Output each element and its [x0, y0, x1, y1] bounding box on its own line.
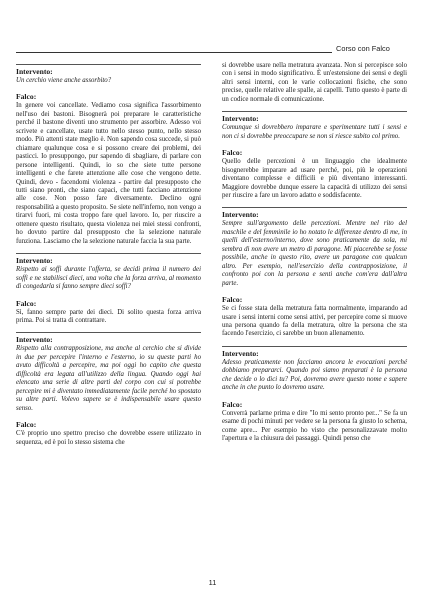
- speaker-label: Falco:: [16, 92, 37, 102]
- section-answer: [16, 92, 201, 246]
- section-answer: [222, 295, 407, 339]
- section-question: [16, 332, 201, 413]
- paragraph: si dovrebbe usare nella metratura avanzata. Non si percepisce solo con i sensi in modo significativo. È un'estensione dei sensi e degli altri sensi interni, con le varie collocazioni fisiche, che sono precise, quelle relative alle spalle, ai capelli. Tutto questo è parte di un codice normale di comunicazione.: [222, 62, 407, 103]
- speaker-label: Falco:: [222, 399, 243, 409]
- paragraph: Sì, fanno sempre parte dei dieci. Di solito questa forza arriva prima. Poi si tratta di contrattare.: [16, 308, 201, 324]
- speaker-label: Falco:: [222, 148, 243, 158]
- section-rule: [16, 253, 201, 254]
- section-question: [222, 346, 407, 393]
- section-rule: [16, 332, 201, 333]
- paragraph: Quello delle percezioni è un linguaggio che idealmente bisognerebbe imparare ad usare perché, poi, più le operazioni diventano complesse e difficili e più diventano interessanti. Maggiore dovrebbe dunque essere la capacità di utilizzo dei sensi per riuscire a fare un lavoro adatto e soddisfacente.: [222, 158, 407, 199]
- speaker-label: Intervento:: [222, 114, 259, 124]
- paragraph: Comunque si dovrebbero imparare e sperimentare tutti i sensi e non ci si dovrebbe preoccupare se non si riesce subito col primo.: [222, 124, 407, 140]
- section-question: [222, 111, 407, 141]
- paragraph: In genere voi cancellate. Vediamo cosa significa l'assorbimento nell'uso dei bastoni. Bisognerà poi preparare le caratteristiche perché il bastone diventi uno strumento per assorbire. Adesso voi scrivete e cancellate, usate tutto nello stesso punto, nello stesso modo. Più attenti state meglio è. Non sapendo cosa succede, si può chiamare qualunque cosa e si possono creare dei problemi, dei pasticci. Io presuppongo, pur sapendo di sbagliare, di parlare con persone intelligenti. Quindi, io so che siete tutte persone intelligenti e che farete attenzione alle cose che vengono dette. Quindi, devo - facendomi violenza - partire dal presupposto che tutti siano pronti, che siano capaci, che tutti facciano attenzione alle cose. Non posso fare diversamente. Declino ogni responsabilità a questo proposito. Se siete nell'inferno, non vengo a tirarvi fuori, mi costa troppo fare quel lavoro. Io, per riuscire a ottenere questo risultato, questa violenza nei miei stessi confronti, ho dovuto partire dal presupposto che la selezione naturale funziona. Lasciamo che la selezione naturale faccia la sua parte.: [16, 102, 201, 245]
- paragraph: Rispetto alla contrapposizione, ma anche al cerchio che si divide in due per percepire l'interno e l'esterno, io su queste parti ho avuto difficoltà a percepire, ma poi oggi ho capito che questa difficoltà era legata all'utilizzo della lingua. Quando oggi hai elencato una serie di altre parti del corpo con cui si potrebbe percepire mi è diventato immediatamente facile perché ho spostato su altre parti. Volevo sapere se è indispensabile usare questo senso.: [16, 345, 201, 412]
- right-column: [222, 62, 407, 451]
- page-number: 11: [208, 578, 217, 587]
- section-answer: [222, 400, 407, 444]
- speaker-label: Falco:: [222, 295, 243, 305]
- section-continuation: [222, 62, 407, 104]
- speaker-label: Intervento:: [16, 335, 53, 345]
- speaker-label: Falco:: [16, 420, 37, 430]
- speaker-label: Falco:: [16, 298, 37, 308]
- section-question: [222, 207, 407, 288]
- section-answer: [16, 299, 201, 326]
- paragraph: Converrà parlarne prima e dire "Io mi sento pronto per..." Se fa un esame di pochi minuti per vedere se la persona fa giusto lo schema, come apre... Per esempio ho visto che personalizzavate molto l'apertura e la chiusura dei passaggi. Quindi penso che: [222, 409, 407, 443]
- section-rule: [222, 346, 407, 347]
- section-rule: [16, 64, 201, 65]
- header-rule: [16, 52, 332, 53]
- paragraph: Sempre sull'argomento delle percezioni. Mentre nel rito del maschile e del femminile io ho notato le differenze dentro di me, in quelli dell'esterno/interno, dove sono praticamente da sola, mi sembra di non avere un metro di paragone. Mi piacerebbe se fosse possibile, anche in questo rito, avere un paragone con qualcun altro. Per esempio, nell'esercizio della contrapposizione, il confronto poi con la persona e senti anche com'era dall'altra parte.: [222, 220, 407, 287]
- section-question: [16, 64, 201, 85]
- paragraph: Un cerchio viene anche assorbito?: [16, 77, 112, 84]
- section-rule: [222, 111, 407, 112]
- section-answer: [16, 420, 201, 447]
- section-question: [16, 253, 201, 291]
- section-rule: [222, 207, 407, 208]
- running-header: Corso con Falco: [336, 44, 390, 53]
- speaker-label: Intervento:: [16, 256, 53, 266]
- paragraph: Rispetto ai soffi durante l'offerta, se decidi prima il numero dei soffi e ne stabilisci dieci, una volta che la forza arriva, al momento di congedarla si fanno sempre dieci soffi?: [16, 266, 201, 291]
- speaker-label: Intervento:: [16, 67, 53, 76]
- paragraph: Se ci fosse stata della metratura fatta normalmente, imparando ad usare i sensi interni come sensi attivi, per percepire come si muove una persona quando fa della metratura, oltre la persona che sta facendo l'esercizio, ci sarebbe un buon allenamento.: [222, 305, 407, 338]
- section-answer: [222, 148, 407, 200]
- left-column: [16, 64, 201, 454]
- speaker-label: Intervento:: [222, 348, 259, 358]
- paragraph: Adesso praticamente non facciamo ancora le evocazioni perché dobbiamo prepararci. Quando poi siamo preparati è la persona che decide o lo dici tu? Poi, dovremo avere questo nome e sapere anche in che punto lo dovremo usare.: [222, 358, 407, 392]
- speaker-label: Intervento:: [222, 210, 259, 220]
- paragraph: C'è proprio uno spettro preciso che dovrebbe essere utilizzato in sequenza, ed è poi lo stesso sistema che: [16, 430, 201, 446]
